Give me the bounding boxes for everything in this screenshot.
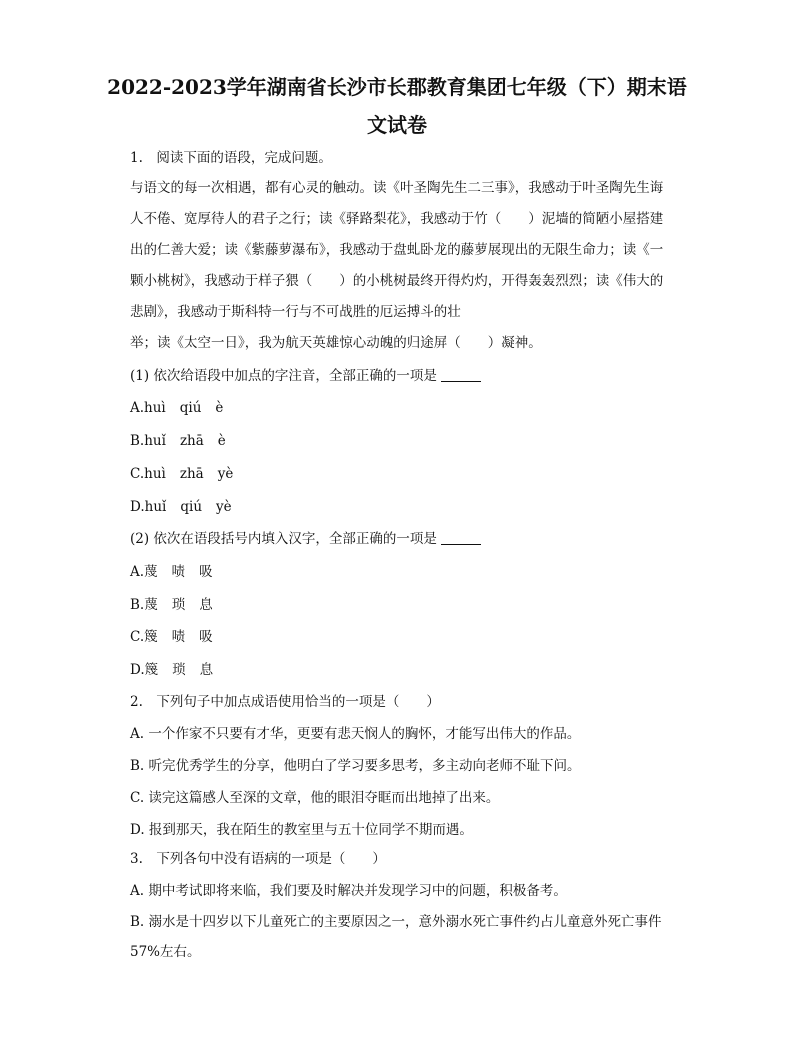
option-part: yè <box>217 466 234 482</box>
sub2-option-b[interactable] <box>130 595 700 615</box>
sub1-option-c[interactable] <box>130 464 700 484</box>
option-letter: C. <box>130 629 145 645</box>
option-part: 息 <box>199 662 214 678</box>
option-part: 琐 <box>172 662 186 678</box>
option-part: zhā <box>179 433 204 449</box>
option-part: zhā <box>179 466 204 482</box>
answer-blank[interactable] <box>441 367 481 382</box>
question-3-stem: 3. 下列各句中没有语病的一项是（ ） <box>130 851 386 867</box>
exam-title-line-1: 2022-2023学年湖南省长沙市长郡教育集团七年级（下）期末语 <box>107 75 687 99</box>
sub2-option-a[interactable] <box>130 562 700 582</box>
question-2-option-d[interactable]: D. 报到那天，我在陌生的教室里与五十位同学不期而遇。 <box>130 822 473 838</box>
sub2-option-d[interactable] <box>130 660 700 680</box>
option-part: è <box>217 433 226 449</box>
option-part: 吸 <box>199 629 213 645</box>
option-part: è <box>215 400 224 416</box>
option-part: 琐 <box>171 597 186 613</box>
option-part: 息 <box>199 597 213 613</box>
question-2-stem: 2. 下列句子中加点成语使用恰当的一项是（ ） <box>130 694 440 710</box>
option-part: 篾 <box>144 662 159 678</box>
option-letter: C. <box>130 466 145 482</box>
option-part: 吸 <box>199 564 213 580</box>
option-letter: A. <box>130 564 145 580</box>
sub-question-2-stem <box>130 529 700 549</box>
option-part: huǐ <box>144 433 166 449</box>
sub1-option-b[interactable] <box>130 431 700 451</box>
sub1-option-a[interactable] <box>130 398 700 418</box>
question-2-option-a[interactable]: A. 一个作家不只要有才华，更要有悲天悯人的胸怀，才能写出伟大的作品。 <box>130 726 581 742</box>
option-letter: B. <box>130 597 145 613</box>
question-3-option-b[interactable]: B. 溺水是十四岁以下儿童死亡的主要原因之一，意外溺水死亡事件约占儿童意外死亡事件 <box>130 914 662 930</box>
option-letter: A. <box>130 400 145 416</box>
passage-line: 颗小桃树》，我感动于样子猥（ ）的小桃树最终开得灼灼，开得轰轰烈烈；读《伟大的 <box>130 273 664 289</box>
passage-line: 人不倦、宽厚待人的君子之行；读《驿路梨花》，我感动于竹（ ）泥墙的简陋小屋搭建 <box>130 211 664 227</box>
option-part: 蔑 <box>144 597 158 613</box>
passage-line: 举；读《太空一日》，我为航天英雄惊心动魄的归途屏（ ）凝神。 <box>130 335 542 351</box>
passage-line: 悲剧》，我感动于斯科特一行与不可战胜的厄运搏斗的壮 <box>130 304 461 320</box>
sub1-option-d[interactable] <box>130 497 700 517</box>
passage-line: 与语文的每一次相遇，都有心灵的触动。读《叶圣陶先生二三事》，我感动于叶圣陶先生诲 <box>130 180 664 196</box>
option-part: yè <box>216 499 232 515</box>
question-3-option-b-continued: 57%左右。 <box>130 944 201 960</box>
question-2-option-b[interactable]: B. 听完优秀学生的分享，他明白了学习要多思考，多主动向老师不耻下问。 <box>130 758 581 774</box>
exam-title-line-2: 文试卷 <box>367 113 427 137</box>
option-part: huǐ <box>144 499 167 515</box>
sub-question-2-text: (2) 依次在语段括号内填入汉字，全部正确的一项是 <box>130 531 437 547</box>
question-1-stem: 1. 阅读下面的语段，完成问题。 <box>130 150 332 166</box>
question-3-option-a[interactable]: A. 期中考试即将来临，我们要及时解决并发现学习中的问题，积极备考。 <box>130 883 567 899</box>
option-part: 篾 <box>144 629 158 645</box>
option-part: qiú <box>180 499 203 515</box>
sub2-option-c[interactable] <box>130 627 700 647</box>
option-part: 啧 <box>171 564 186 580</box>
option-part: 啧 <box>171 629 186 645</box>
option-letter: D. <box>130 499 145 515</box>
option-part: 蔑 <box>144 564 158 580</box>
option-letter: B. <box>130 433 145 449</box>
question-2-option-c[interactable]: C. 读完这篇感人至深的文章，他的眼泪夺眶而出地掉了出来。 <box>130 790 500 806</box>
option-part: huì <box>144 466 166 482</box>
passage-line: 出的仁善大爱；读《紫藤萝瀑布》，我感动于盘虬卧龙的藤萝展现出的无限生命力；读《一 <box>130 242 664 258</box>
sub-question-1-text: (1) 依次给语段中加点的字注音，全部正确的一项是 <box>130 368 437 384</box>
option-part: qiú <box>179 400 202 416</box>
answer-blank[interactable] <box>441 530 481 545</box>
option-part: huì <box>144 400 166 416</box>
option-letter: D. <box>130 662 145 678</box>
sub-question-1-stem <box>130 366 700 386</box>
exam-title <box>90 68 704 144</box>
